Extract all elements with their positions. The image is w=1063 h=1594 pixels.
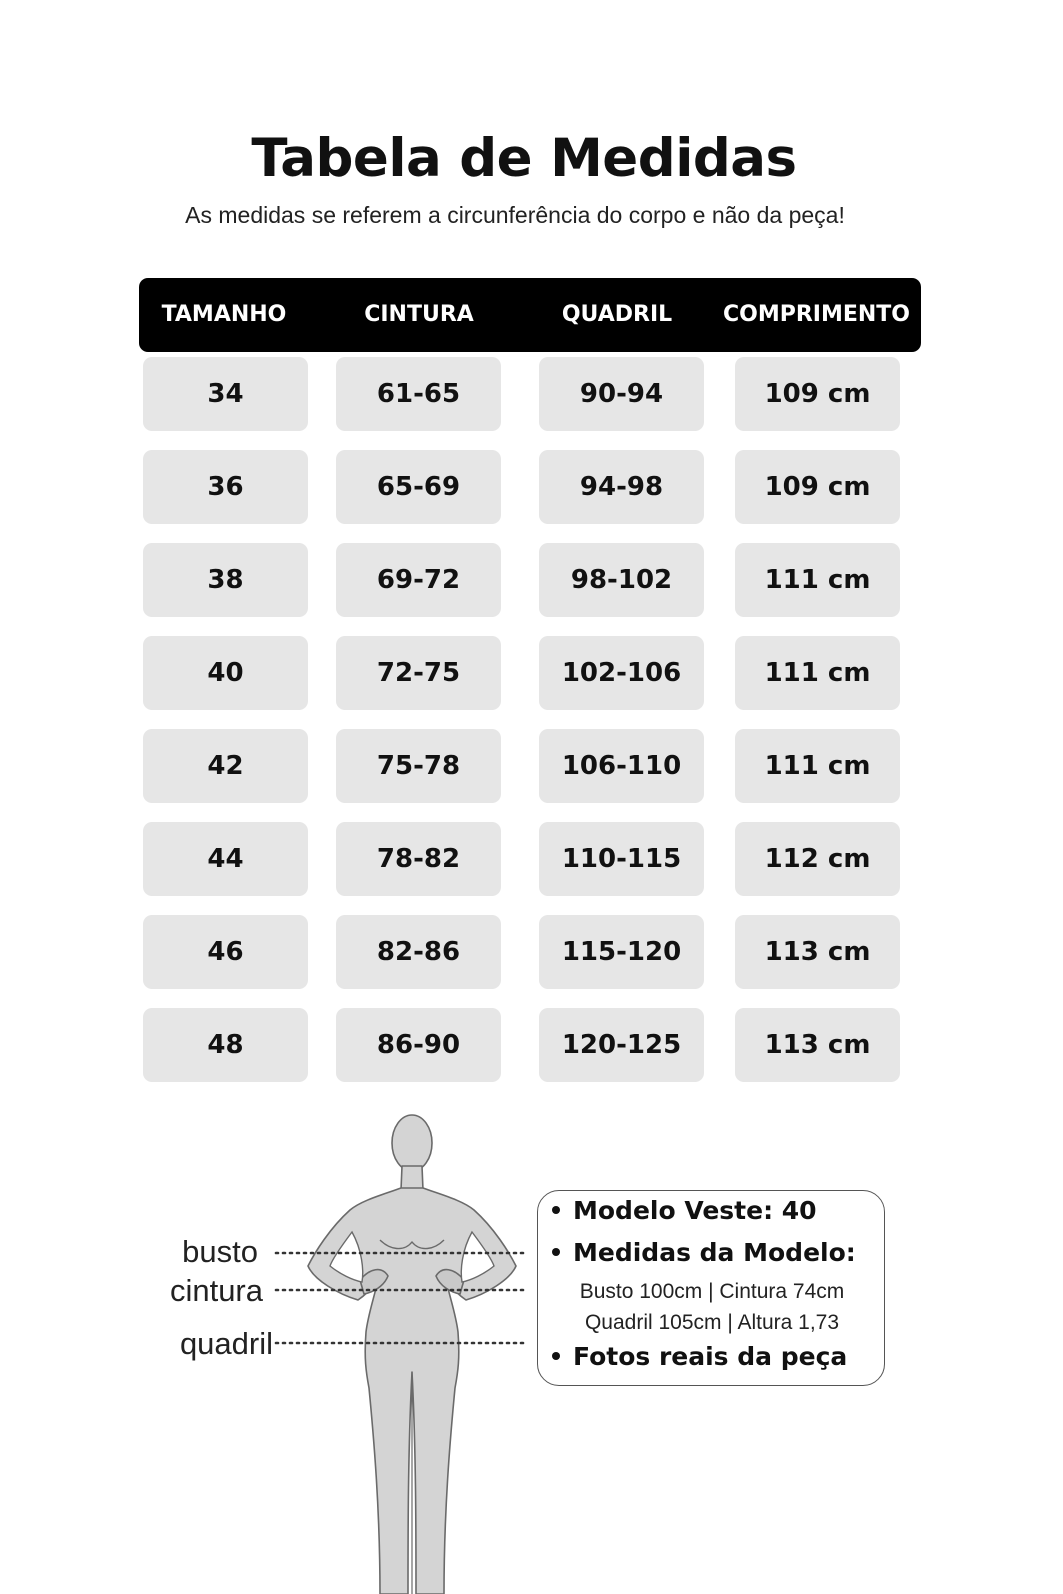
cell-quadril: 106-110: [539, 729, 704, 803]
cell-size: 34: [143, 357, 308, 431]
cell-comprimento: 111 cm: [735, 543, 900, 617]
table-row: [0, 636, 1063, 710]
cell-cintura: 78-82: [336, 822, 501, 896]
table-row: [0, 357, 1063, 431]
cell-cintura: 61-65: [336, 357, 501, 431]
model-info-box: [537, 1190, 885, 1386]
cell-size: 38: [143, 543, 308, 617]
cell-quadril: 98-102: [539, 543, 704, 617]
bullet-icon: [552, 1352, 560, 1360]
table-row: [0, 543, 1063, 617]
bullet-icon: [552, 1206, 560, 1214]
model-measures-item: [538, 1238, 856, 1267]
cell-comprimento: 109 cm: [735, 357, 900, 431]
cell-cintura: 65-69: [336, 450, 501, 524]
cell-quadril: 90-94: [539, 357, 704, 431]
table-row: [0, 915, 1063, 989]
table-header: [139, 278, 921, 352]
cell-size: 48: [143, 1008, 308, 1082]
table-row: [0, 450, 1063, 524]
label-cintura: cintura: [169, 1273, 263, 1308]
bullet-icon: [552, 1248, 560, 1256]
header-cintura: CINTURA: [364, 302, 474, 327]
model-wears-text: Modelo Veste: 40: [573, 1196, 817, 1225]
cell-size: 44: [143, 822, 308, 896]
page-subtitle: As medidas se referem a circunferência do corpo e não da peça!: [185, 202, 845, 228]
cell-cintura: 75-78: [336, 729, 501, 803]
header-comprimento: COMPRIMENTO: [722, 302, 911, 327]
header-tamanho: TAMANHO: [161, 302, 287, 327]
real-photos-text: Fotos reais da peça: [573, 1342, 848, 1371]
cell-size: 40: [143, 636, 308, 710]
cell-comprimento: 113 cm: [735, 1008, 900, 1082]
cell-size: 42: [143, 729, 308, 803]
table-row: [0, 822, 1063, 896]
cell-cintura: 86-90: [336, 1008, 501, 1082]
cell-comprimento: 111 cm: [735, 636, 900, 710]
cell-quadril: 110-115: [539, 822, 704, 896]
page-title: Tabela de Medidas: [251, 128, 797, 189]
table-row: [0, 1008, 1063, 1082]
cell-size: 36: [143, 450, 308, 524]
cell-quadril: 120-125: [539, 1008, 704, 1082]
header-quadril: QUADRIL: [561, 302, 673, 327]
cell-cintura: 69-72: [336, 543, 501, 617]
cell-quadril: 102-106: [539, 636, 704, 710]
table-row: [0, 729, 1063, 803]
cell-cintura: 72-75: [336, 636, 501, 710]
cell-comprimento: 112 cm: [735, 822, 900, 896]
model-wears-item: [538, 1196, 817, 1225]
label-busto: busto: [182, 1234, 258, 1269]
model-measures-line2: Quadril 105cm | Altura 1,73: [584, 1311, 840, 1334]
cell-cintura: 82-86: [336, 915, 501, 989]
cell-quadril: 115-120: [539, 915, 704, 989]
cell-quadril: 94-98: [539, 450, 704, 524]
real-photos-item: [538, 1342, 847, 1371]
model-measures-title: Medidas da Modelo:: [573, 1238, 856, 1267]
cell-comprimento: 109 cm: [735, 450, 900, 524]
cell-comprimento: 111 cm: [735, 729, 900, 803]
label-quadril: quadril: [179, 1326, 273, 1361]
model-measures-line1: Busto 100cm | Cintura 74cm: [579, 1280, 845, 1303]
cell-size: 46: [143, 915, 308, 989]
measurement-lines: [272, 1235, 534, 1355]
cell-comprimento: 113 cm: [735, 915, 900, 989]
